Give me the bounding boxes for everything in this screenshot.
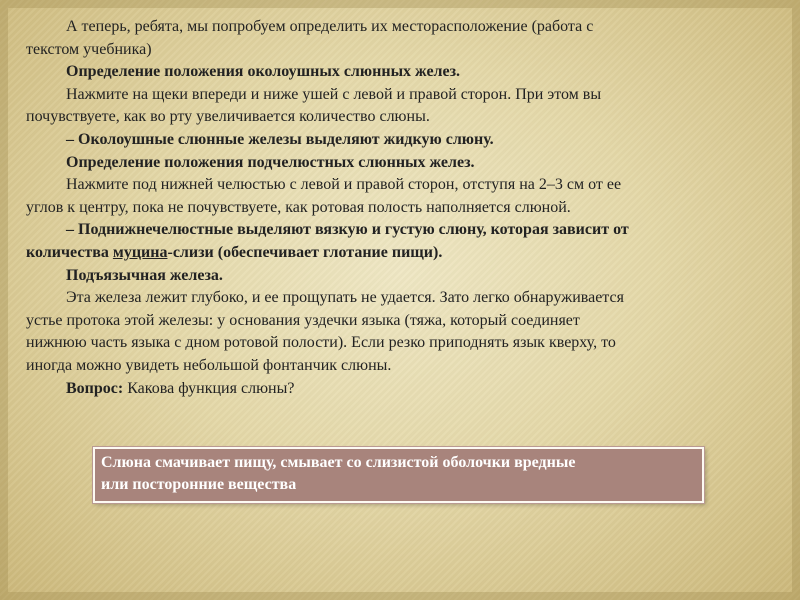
- intro-line-1: А теперь, ребята, мы попробуем определить их месторасположение (работа с: [66, 18, 594, 35]
- question-text: Какова функция слюны?: [123, 379, 295, 397]
- answer-box: [93, 447, 704, 503]
- conclusion-parotid: – Околоушные слюнные железы выделяют жидкую слюну.: [66, 130, 494, 148]
- slide-text: [26, 16, 772, 400]
- conclusion-submandibular-line-1: – Поднижнечелюстные выделяют вязкую и густую слюну, которая зависит от: [66, 221, 629, 239]
- sublingual-line-3: нижнюю часть языка с дном ротовой полости). Если резко приподнять язык кверху, то: [26, 334, 616, 352]
- sublingual-line-1: Эта железа лежит глубоко, и ее прощупать не удается. Зато легко обнаруживается: [66, 289, 624, 307]
- parotid-line-2: почувствуете, как во рту увеличивается количество слюны.: [26, 108, 430, 126]
- sublingual-line-2: устье протока этой железы: у основания уздечки языка (тяжа, который соединяет: [26, 311, 580, 329]
- heading-parotid: Определение положения околоушных слюнных желез.: [66, 63, 461, 81]
- text-fragment: -слизи (обеспечивает глотание пищи).: [167, 243, 443, 261]
- mucin-term: муцина: [112, 243, 168, 261]
- question: [66, 378, 772, 401]
- intro-line-2: текстом учебника): [26, 40, 152, 58]
- submandibular-line-2: углов к центру, пока не почувствуете, как ротовая полость наполняется слюной.: [26, 198, 571, 216]
- question-label: Вопрос:: [66, 379, 124, 397]
- parotid-line-1: Нажмите на щеки впереди и ниже ушей с левой и правой сторон. При этом вы: [66, 85, 602, 103]
- heading-submandibular: Определение положения подчелюстных слюнных желез.: [66, 153, 475, 171]
- text-fragment: количества: [26, 243, 113, 261]
- sublingual-line-4: иногда можно увидеть небольшой фонтанчик слюны.: [26, 356, 392, 374]
- submandibular-line-1: Нажмите под нижней челюстью с левой и правой сторон, отступя на 2–3 см от ее: [66, 176, 622, 194]
- conclusion-submandibular-line-2: [26, 242, 772, 265]
- answer-line-2: или посторонние вещества: [101, 476, 297, 493]
- heading-sublingual: Подъязычная железа.: [66, 266, 223, 284]
- answer-line-1: Слюна смачивает пищу, смывает со слизистой оболочки вредные: [101, 454, 576, 471]
